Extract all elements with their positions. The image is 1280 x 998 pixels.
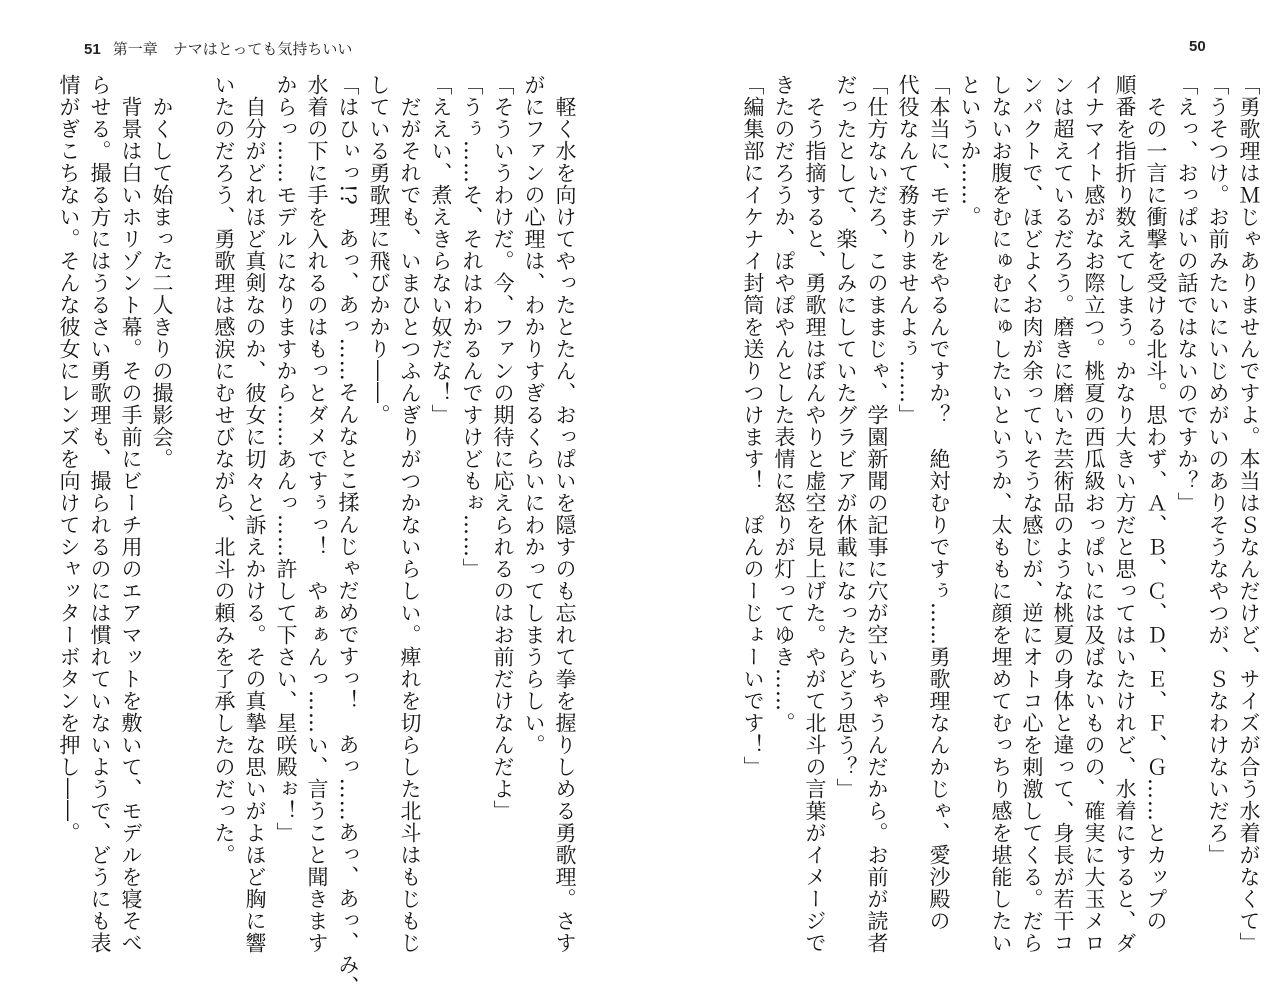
text-line: 軽く水を向けてやったとたん、おっぱいを隠すのも忘れて拳を握りしめる勇歌理。さす bbox=[553, 74, 577, 954]
text-line: ンは超えているだろう。磨きに磨いた芸術品のような桃夏の身体と違って、身長が若干コ bbox=[1051, 74, 1075, 954]
text-line: イナマイト感がなお際立つ。桃夏の西瓜級おっぱいには及ばないものの、確実に大玉メロ bbox=[1082, 74, 1106, 954]
text-line: 「うぅ……そ、それはわかるんですけどもぉ……」 bbox=[460, 74, 484, 580]
running-header bbox=[84, 38, 352, 59]
text-line: きたのだろうか、ぽやぽやんとした表情に怒りが灯ってゆき……。 bbox=[772, 74, 796, 734]
text-line: いたのだろう、勇歌理は感涙にむせびながら、北斗の頼みを了承したのだった。 bbox=[212, 74, 236, 866]
right-page bbox=[640, 0, 1280, 954]
text-line: だがそれでも、いまひとつふんぎりがつかないらしい。痺れを切らした北斗はもじもじ bbox=[398, 74, 422, 954]
text-line: 「勇歌理はＭじゃありませんですよ。本当はＳなんだけど、サイズが合う水着がなくて」 bbox=[1237, 74, 1261, 954]
text-line: 代役なんて務まりませんよぅ……」 bbox=[896, 74, 920, 426]
text-line: 自分がどれほど真剣なのか、彼女に切々と訴えかける。その真摯な思いがよほど胸に響 bbox=[243, 74, 267, 954]
page-number-left: 51 bbox=[84, 41, 101, 58]
chapter-title: 第一章 ナマはとっても気持ちいい bbox=[112, 41, 353, 58]
text-line: 「えっ、おっぱいの話ではないのですか？」 bbox=[1175, 74, 1199, 514]
blank-line bbox=[177, 74, 208, 834]
text-line: その一言に衝撃を受ける北斗。思わず、Ａ、Ｂ、Ｃ、Ｄ、Ｅ、Ｆ、Ｇ……とカップの bbox=[1144, 74, 1168, 932]
left-page-text-body bbox=[57, 74, 580, 998]
text-line: だったとして、楽しみにしていたグラビアが休載になったらどう思う？」 bbox=[834, 74, 858, 800]
page-number-right: 50 bbox=[1189, 38, 1206, 55]
text-line: かくして始まった二人きりの撮影会。 bbox=[150, 74, 174, 470]
text-line: 「編集部にイケナイ封筒を送りつけます！ ぽんのーじょーいです！」 bbox=[741, 74, 765, 778]
text-line: がにファンの心理は、わかりすぎるくらいにわかってしまうらしい。 bbox=[522, 74, 546, 756]
text-line: 「ええい、煮えきらない奴だな！」 bbox=[429, 74, 453, 426]
text-line: というか……。 bbox=[958, 74, 982, 228]
text-line: ンパクトで、ほどよくお肉が余っていそうな感じが、逆にオトコ心を刺激してくる。だら bbox=[1020, 74, 1044, 954]
text-line: 順番を指折り数えてしまう。かなり大きい方だと思ってはいたけれど、水着にすると、ダ bbox=[1113, 74, 1137, 954]
text-line: 「うそつけ。お前みたいにいじめがいのありそうなやつが、Ｓなわけないだろ」 bbox=[1206, 74, 1230, 866]
text-line: 「はひぃっ!? あっ、あっ……そんなとこ揉んじゃだめですっ！ あっ……あっ、あっ、み、 bbox=[336, 74, 360, 998]
text-line: しないお腹をむにゅむにゅしたいというか、太ももに顔を埋めてむっちり感を堪能したい bbox=[989, 74, 1013, 954]
text-line: からっ……モデルになりますから……あんっ……許して下さい、星咲殿ぉ！」 bbox=[274, 74, 298, 844]
text-line: 情がぎこちない。そんな彼女にレンズを向けてシャッターボタンを押し――。 bbox=[57, 74, 81, 844]
text-line: 「本当に、モデルをやるんですか？ 絶対むりですぅ……勇歌理なんかじゃ、愛沙殿の bbox=[927, 74, 951, 932]
text-line: らせる。撮る方にはうるさい勇歌理も、撮られるのには慣れていないようで、どうにも表 bbox=[88, 74, 112, 954]
text-line: 水着の下に手を入れるのはもっとダメですぅっ！ やぁぁんっ……い、言うこと聞きます bbox=[305, 74, 329, 954]
text-line: 「仕方ないだろ、このままじゃ、学園新聞の記事に穴が空いちゃうんだから。お前が読者 bbox=[865, 74, 889, 954]
right-page-text-body bbox=[710, 74, 1264, 954]
text-line: 「そういうわけだ。今、ファンの期待に応えられるのはお前だけなんだよ」 bbox=[491, 74, 515, 822]
text-line: している勇歌理に飛びかかり――。 bbox=[367, 74, 391, 426]
text-line: そう指摘すると、勇歌理はぼんやりと虚空を見上げた。やがて北斗の言葉がイメージで bbox=[803, 74, 827, 954]
text-line: 背景は白いホリゾント幕。その手前にビーチ用のエアマットを敷いて、モデルを寝そべ bbox=[119, 74, 143, 954]
